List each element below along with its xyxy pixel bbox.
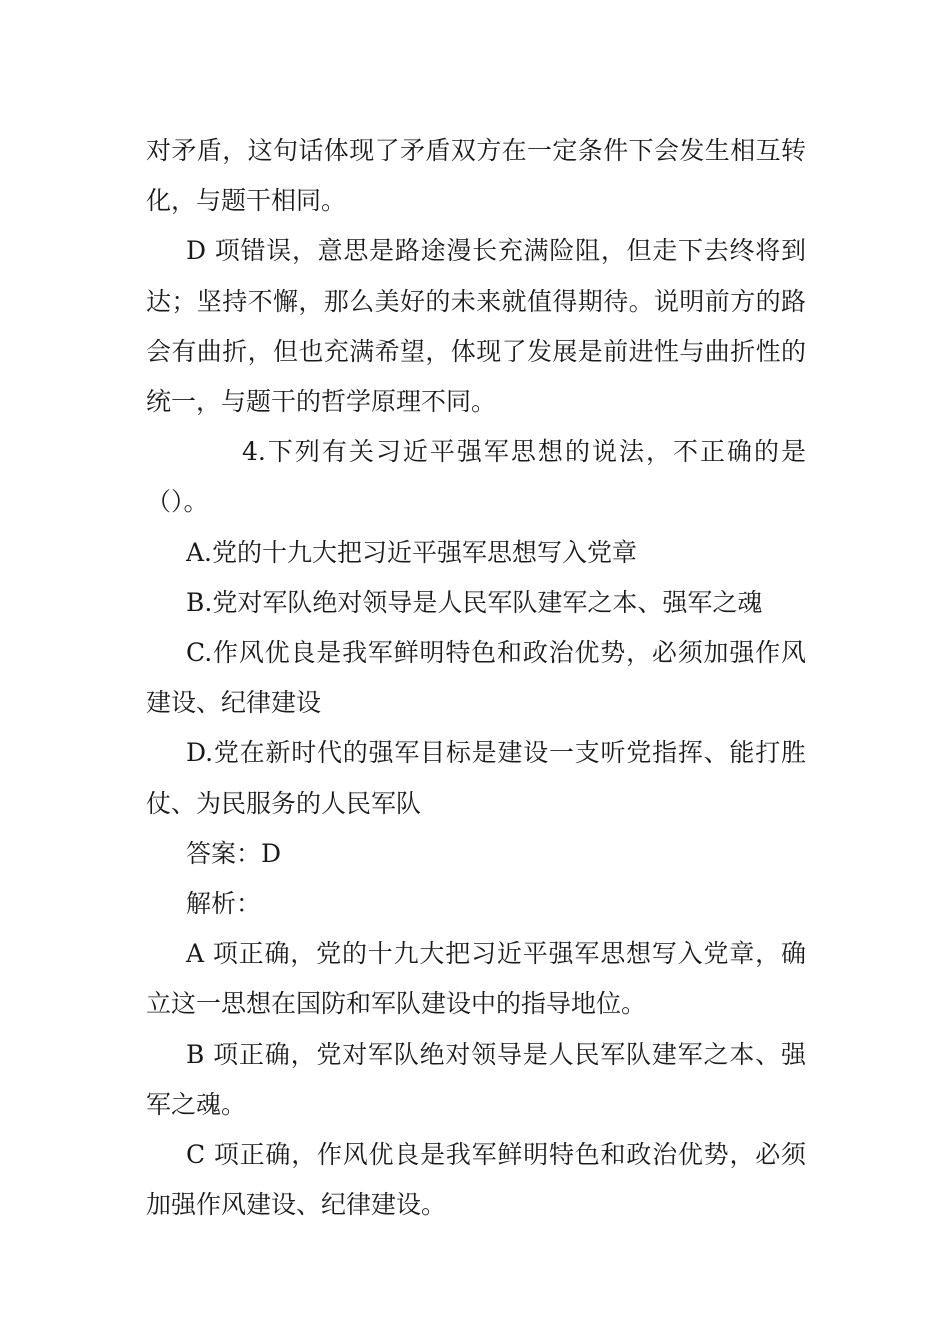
analysis-label: 解析： xyxy=(186,889,262,919)
option-c: C.作风优良是我军鲜明特色和政治优势，必须加强作风建设、纪律建设 xyxy=(146,638,806,718)
analysis-b: B 项正确，党对军队绝对领导是人民军队建军之本、强军之魂。 xyxy=(146,1039,806,1119)
analysis-a: A 项正确，党的十九大把习近平强军思想写入党章，确立这一思想在国防和军队建设中的指导地位。 xyxy=(146,939,806,1019)
paragraph-continuation: 对矛盾，这句话体现了矛盾双方在一定条件下会发生相互转化，与题干相同。 xyxy=(146,136,806,216)
option-b: B.党对军队绝对领导是人民军队建军之本、强军之魂 xyxy=(186,587,763,617)
question-4: 4.下列有关习近平强军思想的说法，不正确的是（）。 xyxy=(146,437,806,517)
paragraph-option-d-explanation: D 项错误，意思是路途漫长充满险阻，但走下去终将到达；坚持不懈，那么美好的未来就值得期待。说明前方的路会有曲折，但也充满希望，体现了发展是前进性与曲折性的统一，与题干的哲学原理不同。 xyxy=(146,236,806,417)
analysis-c: C 项正确，作风优良是我军鲜明特色和政治优势，必须加强作风建设、纪律建设。 xyxy=(146,1140,806,1220)
option-d: D.党在新时代的强军目标是建设一支听党指挥、能打胜仗、为民服务的人民军队 xyxy=(146,738,806,818)
document-body xyxy=(146,126,806,1230)
answer: 答案：D xyxy=(186,838,282,868)
option-a: A.党的十九大把习近平强军思想写入党章 xyxy=(186,537,638,567)
